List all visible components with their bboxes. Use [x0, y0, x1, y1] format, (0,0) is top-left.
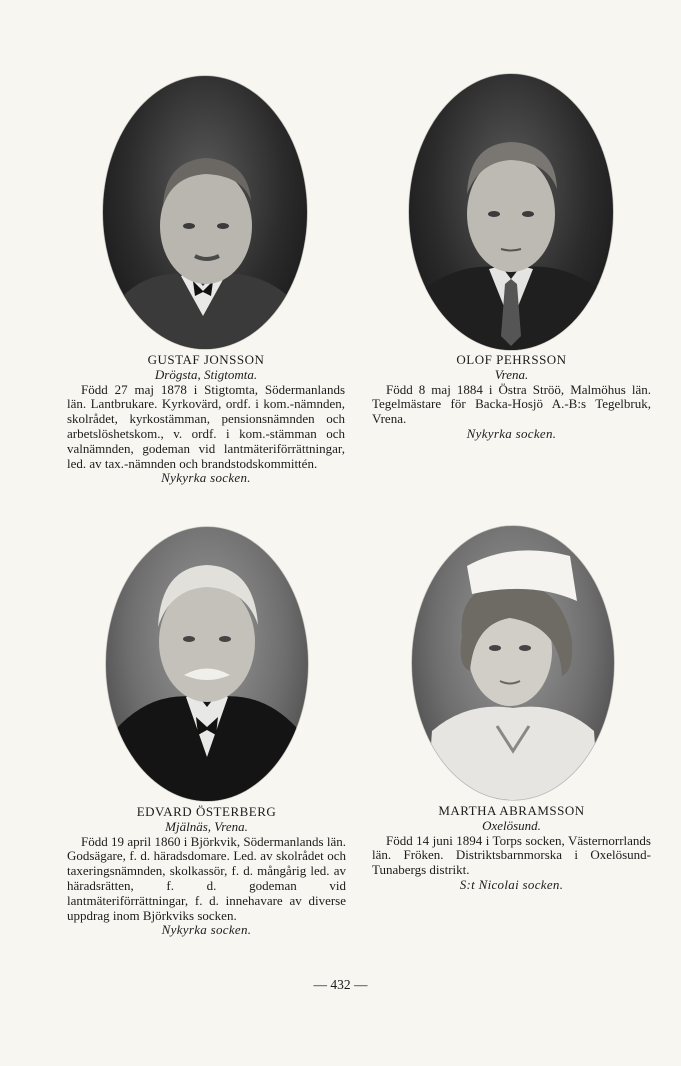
person-parish: Nykyrka socken. — [466, 425, 557, 441]
portrait-martha-abramsson — [412, 526, 614, 800]
person-biography: Född 27 maj 1878 i Stigtomta, Södermanlands län. Lantbrukare. Kyrkovärd, ordf. i kom.-nämnden, skolrådet, kyrkostämman, pensionsnämnden och arbetslöshetskom., v. ordf. i kom.-stämman och valnämnden, godeman vid lantmäteriförrättningar, led. av tax.-nämnden och brandstodskommittén. — [67, 381, 345, 471]
person-parish: S:t Nicolai socken. — [459, 876, 564, 892]
person-biography: Född 14 juni 1894 i Torps socken, Västernorrlands län. Fröken. Distriktsbarnmorska i Oxelösund-Tunabergs distrikt. — [372, 832, 651, 878]
portrait-photo-icon — [409, 74, 613, 350]
person-residence: Drögsta, Stigtomta. — [154, 366, 258, 382]
person-residence: Oxelösund. — [482, 817, 541, 833]
person-name: GUSTAF JONSSON — [147, 352, 265, 367]
person-residence: Mjälnäs, Vrena. — [165, 818, 248, 834]
person-name: MARTHA ABRAMSSON — [438, 803, 585, 818]
portrait-photo-icon — [412, 526, 614, 800]
person-name: OLOF PEHRSSON — [456, 352, 567, 367]
person-parish: Nykyrka socken. — [161, 922, 252, 938]
portrait-photo-icon — [106, 527, 308, 801]
person-name: EDVARD ÖSTERBERG — [136, 804, 277, 819]
portrait-olof-pehrsson — [409, 74, 613, 350]
person-biography: Född 19 april 1860 i Björkvik, Södermanlands län. Godsägare, f. d. häradsdomare. Led. av skolrådet och taxeringsnämnden, skolkassör, f. d. mångårig led. av häradsrätten, f. d. godeman vid lantmäteriförrättningar, f. d. innehavare av diverse uppdrag inom Björkviks socken. — [67, 833, 346, 923]
entry-olof-pehrsson — [372, 353, 651, 442]
person-biography: Född 8 maj 1884 i Östra Ströö, Malmöhus län. Tegelmästare för Backa-Hosjö A.-B:s Tegelbruk, Vrena. — [372, 381, 651, 427]
portrait-gustaf-jonsson — [103, 76, 307, 349]
portrait-edvard-osterberg — [106, 527, 308, 801]
portrait-photo-icon — [103, 76, 307, 349]
entry-martha-abramsson — [372, 804, 651, 893]
person-residence: Vrena. — [494, 366, 529, 382]
entry-gustaf-jonsson — [67, 353, 345, 486]
person-parish: Nykyrka socken. — [161, 470, 251, 486]
page-number: — 432 — — [313, 977, 368, 992]
entry-edvard-osterberg — [67, 805, 346, 938]
